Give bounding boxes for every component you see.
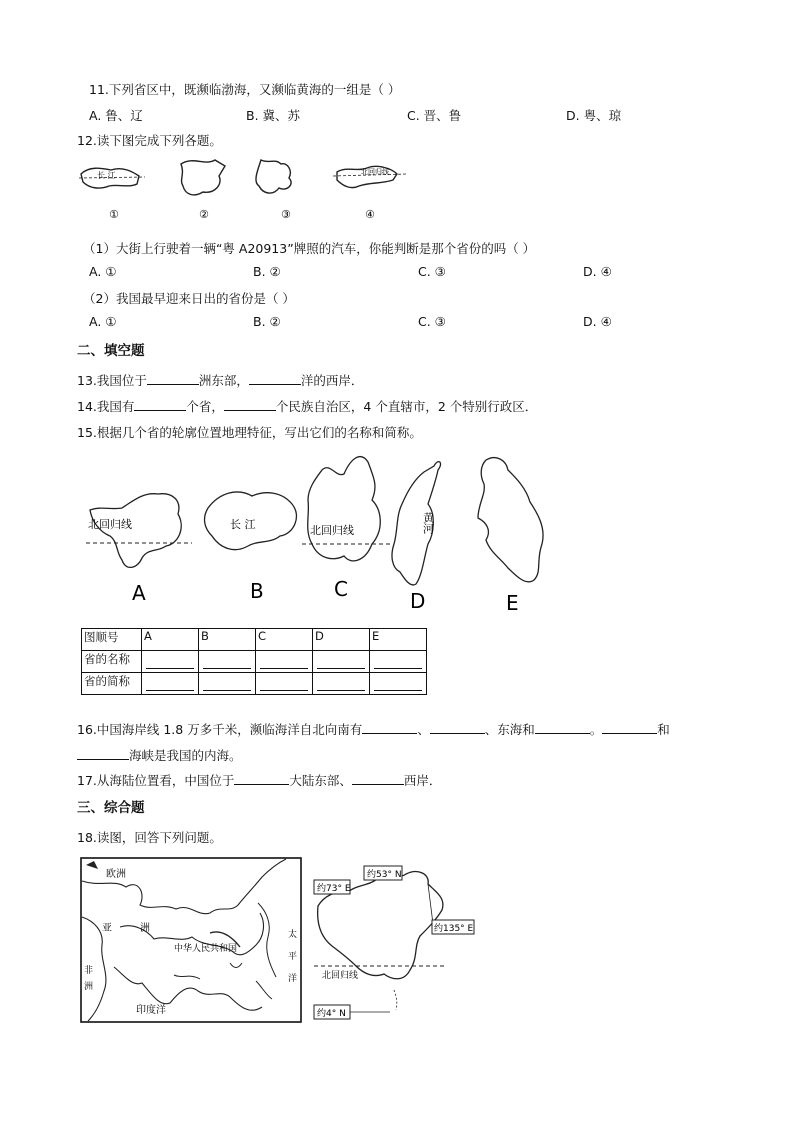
- table-header-cell: C: [256, 629, 313, 651]
- q12-sub1-option-b: B. ②: [253, 264, 281, 279]
- table-row: [82, 651, 427, 673]
- answer-cell[interactable]: [313, 651, 370, 673]
- q18-label-china: 中华人民共和国: [174, 944, 238, 954]
- q16-line-1: [77, 720, 670, 738]
- q18-label-pacific-1: 太: [288, 930, 298, 940]
- answer-cell[interactable]: [313, 673, 370, 695]
- answer-cell[interactable]: [370, 673, 427, 695]
- table-row-label: 省的简称: [82, 673, 142, 695]
- province-outline-2: [181, 160, 225, 195]
- answer-cell[interactable]: [256, 673, 313, 695]
- answer-cell[interactable]: [370, 651, 427, 673]
- section-fill-in-heading: 二、填空题: [77, 343, 145, 359]
- q18-label-africa-2: 洲: [84, 982, 94, 992]
- q11-option-b: B. 冀、苏: [246, 108, 301, 123]
- q16-blank-5[interactable]: [77, 747, 129, 760]
- q14-text-3: 个民族自治区，4 个直辖市，2 个特别行政区．: [275, 399, 538, 414]
- q18-label-europe: 欧洲: [106, 869, 126, 880]
- province-outline-3: [256, 160, 291, 193]
- table-header-cell: D: [313, 629, 370, 651]
- q11-option-a: A. 鲁、辽: [89, 108, 143, 123]
- table-row-label: 省的名称: [82, 651, 142, 673]
- answer-cell[interactable]: [142, 673, 199, 695]
- q17-text-2: 大陆东部、: [289, 773, 352, 788]
- q14-blank-2[interactable]: [224, 398, 276, 411]
- table-row: [82, 629, 427, 651]
- q12-sub2-option-c: C. ③: [418, 314, 446, 329]
- answer-cell[interactable]: [256, 651, 313, 673]
- q16-blank-2[interactable]: [430, 721, 485, 734]
- q13-blank-1[interactable]: [147, 372, 199, 385]
- q15-letter-b: B: [250, 579, 264, 603]
- table-header-cell: E: [370, 629, 427, 651]
- q16-sep-1: 、: [417, 722, 430, 737]
- q17-blank-1[interactable]: [234, 772, 289, 785]
- table-header-cell: 图顺号: [82, 629, 142, 651]
- province-outline-e: [478, 458, 543, 582]
- q18-asia-map: [80, 857, 302, 1023]
- answer-cell[interactable]: [142, 651, 199, 673]
- q18-label-pacific-3: 洋: [288, 974, 298, 984]
- table-row: [82, 673, 427, 695]
- q13-text-3: 洋的西岸．: [300, 373, 364, 388]
- q13-text-1: 13.我国位于: [77, 373, 147, 388]
- q18-label-africa-1: 非: [84, 966, 94, 976]
- q16-blank-3[interactable]: [535, 721, 590, 734]
- q18-stem: 18.读图，回答下列问题。: [77, 830, 222, 845]
- q15-letter-d: D: [410, 589, 426, 613]
- q17-text-1: 17.从海陆位置看，中国位于: [77, 773, 235, 788]
- q18-china-coordinates-map: [308, 862, 478, 1024]
- q12-sub1-option-d: D. ④: [583, 264, 612, 279]
- q14-text-1: 14.我国有: [77, 399, 135, 414]
- answer-cell[interactable]: [199, 673, 256, 695]
- q12-sub2-option-a: A. ①: [89, 314, 117, 329]
- q15-label-a: 北回归线: [88, 518, 132, 531]
- q15-letter-c: C: [334, 577, 348, 601]
- q11-option-d: D. 粤、琼: [566, 108, 622, 123]
- table-header-cell: A: [142, 629, 199, 651]
- q18-label-tropic: 北回归线: [322, 971, 359, 981]
- q16-blank-4[interactable]: [602, 721, 657, 734]
- q12-label-changjiang: 长 江: [97, 171, 116, 180]
- q18-label-indian-ocean: 印度洋: [136, 1005, 166, 1016]
- q13: [77, 371, 363, 389]
- q13-text-2: 洲东部，: [198, 373, 249, 388]
- q14: [77, 397, 537, 415]
- q16-text-1: 16.中国海岸线 1.8 万多千米，濒临海洋自北向南有: [77, 722, 363, 737]
- q12-fig-number-4: ④: [365, 208, 375, 220]
- q16-text-3: 和: [657, 722, 670, 737]
- q18-label-asia-2: 洲: [140, 923, 150, 934]
- q16-line-2: [77, 746, 242, 764]
- q16-text-4: 海峡是我国的内海。: [129, 748, 242, 763]
- q12-sub2-option-d: D. ④: [583, 314, 612, 329]
- q12-stem: 12.读下图完成下列各题。: [77, 133, 222, 148]
- q15-letter-a: A: [132, 581, 146, 605]
- q12-fig-number-3: ③: [281, 208, 291, 220]
- q18-label-53n: 约53° N: [367, 870, 402, 880]
- q17-text-3: 西岸．: [403, 773, 442, 788]
- province-outline-c: [308, 457, 381, 561]
- q18-label-73e: 约73° E: [317, 884, 351, 894]
- q17-blank-2[interactable]: [352, 772, 404, 785]
- q16-sep-2: 、东海和: [484, 722, 535, 737]
- q13-blank-2[interactable]: [249, 372, 301, 385]
- q12-sub2-stem: （2）我国最早迎来日出的省份是（ ）: [83, 291, 295, 306]
- q18-label-asia-1: 亚: [102, 923, 112, 934]
- q12-sub1-option-c: C. ③: [418, 264, 446, 279]
- q11-stem: 11.下列省区中，既濒临渤海，又濒临黄海的一组是（ ）: [89, 82, 401, 97]
- answer-cell[interactable]: [199, 651, 256, 673]
- q15-answer-table: [81, 628, 427, 695]
- q14-text-2: 个省，: [186, 399, 224, 414]
- section-comprehensive-heading: 三、综合题: [77, 800, 145, 816]
- q12-sub1-stem: （1）大街上行驶着一辆“粤 A20913”牌照的汽车，你能判断是那个省份的吗（ ）: [83, 241, 536, 256]
- q12-province-figures: [75, 154, 415, 220]
- q15-label-c: 北回归线: [310, 524, 354, 537]
- q15-label-d: 黄河: [421, 512, 435, 534]
- q15-province-figures: [82, 448, 582, 618]
- q16-blank-1[interactable]: [362, 721, 417, 734]
- q18-label-135e: 约135° E: [434, 924, 474, 934]
- q17: [77, 771, 441, 789]
- q12-label-tropic: 北回归线: [361, 168, 389, 176]
- q11-option-c: C. 晋、鲁: [407, 108, 462, 123]
- q15-label-b: 长 江: [230, 518, 256, 531]
- q15-letter-e: E: [506, 591, 519, 615]
- q12-fig-number-1: ①: [109, 208, 119, 220]
- q14-blank-1[interactable]: [134, 398, 186, 411]
- q15-stem: 15.根据几个省的轮廓位置地理特征，写出它们的名称和简称。: [77, 425, 422, 440]
- q16-text-2: 。: [589, 722, 603, 737]
- q12-sub2-option-b: B. ②: [253, 314, 281, 329]
- table-header-cell: B: [199, 629, 256, 651]
- q12-sub1-option-a: A. ①: [89, 264, 117, 279]
- q18-label-pacific-2: 平: [288, 952, 298, 962]
- q12-fig-number-2: ②: [199, 208, 209, 220]
- q18-label-4n: 约4° N: [317, 1009, 346, 1019]
